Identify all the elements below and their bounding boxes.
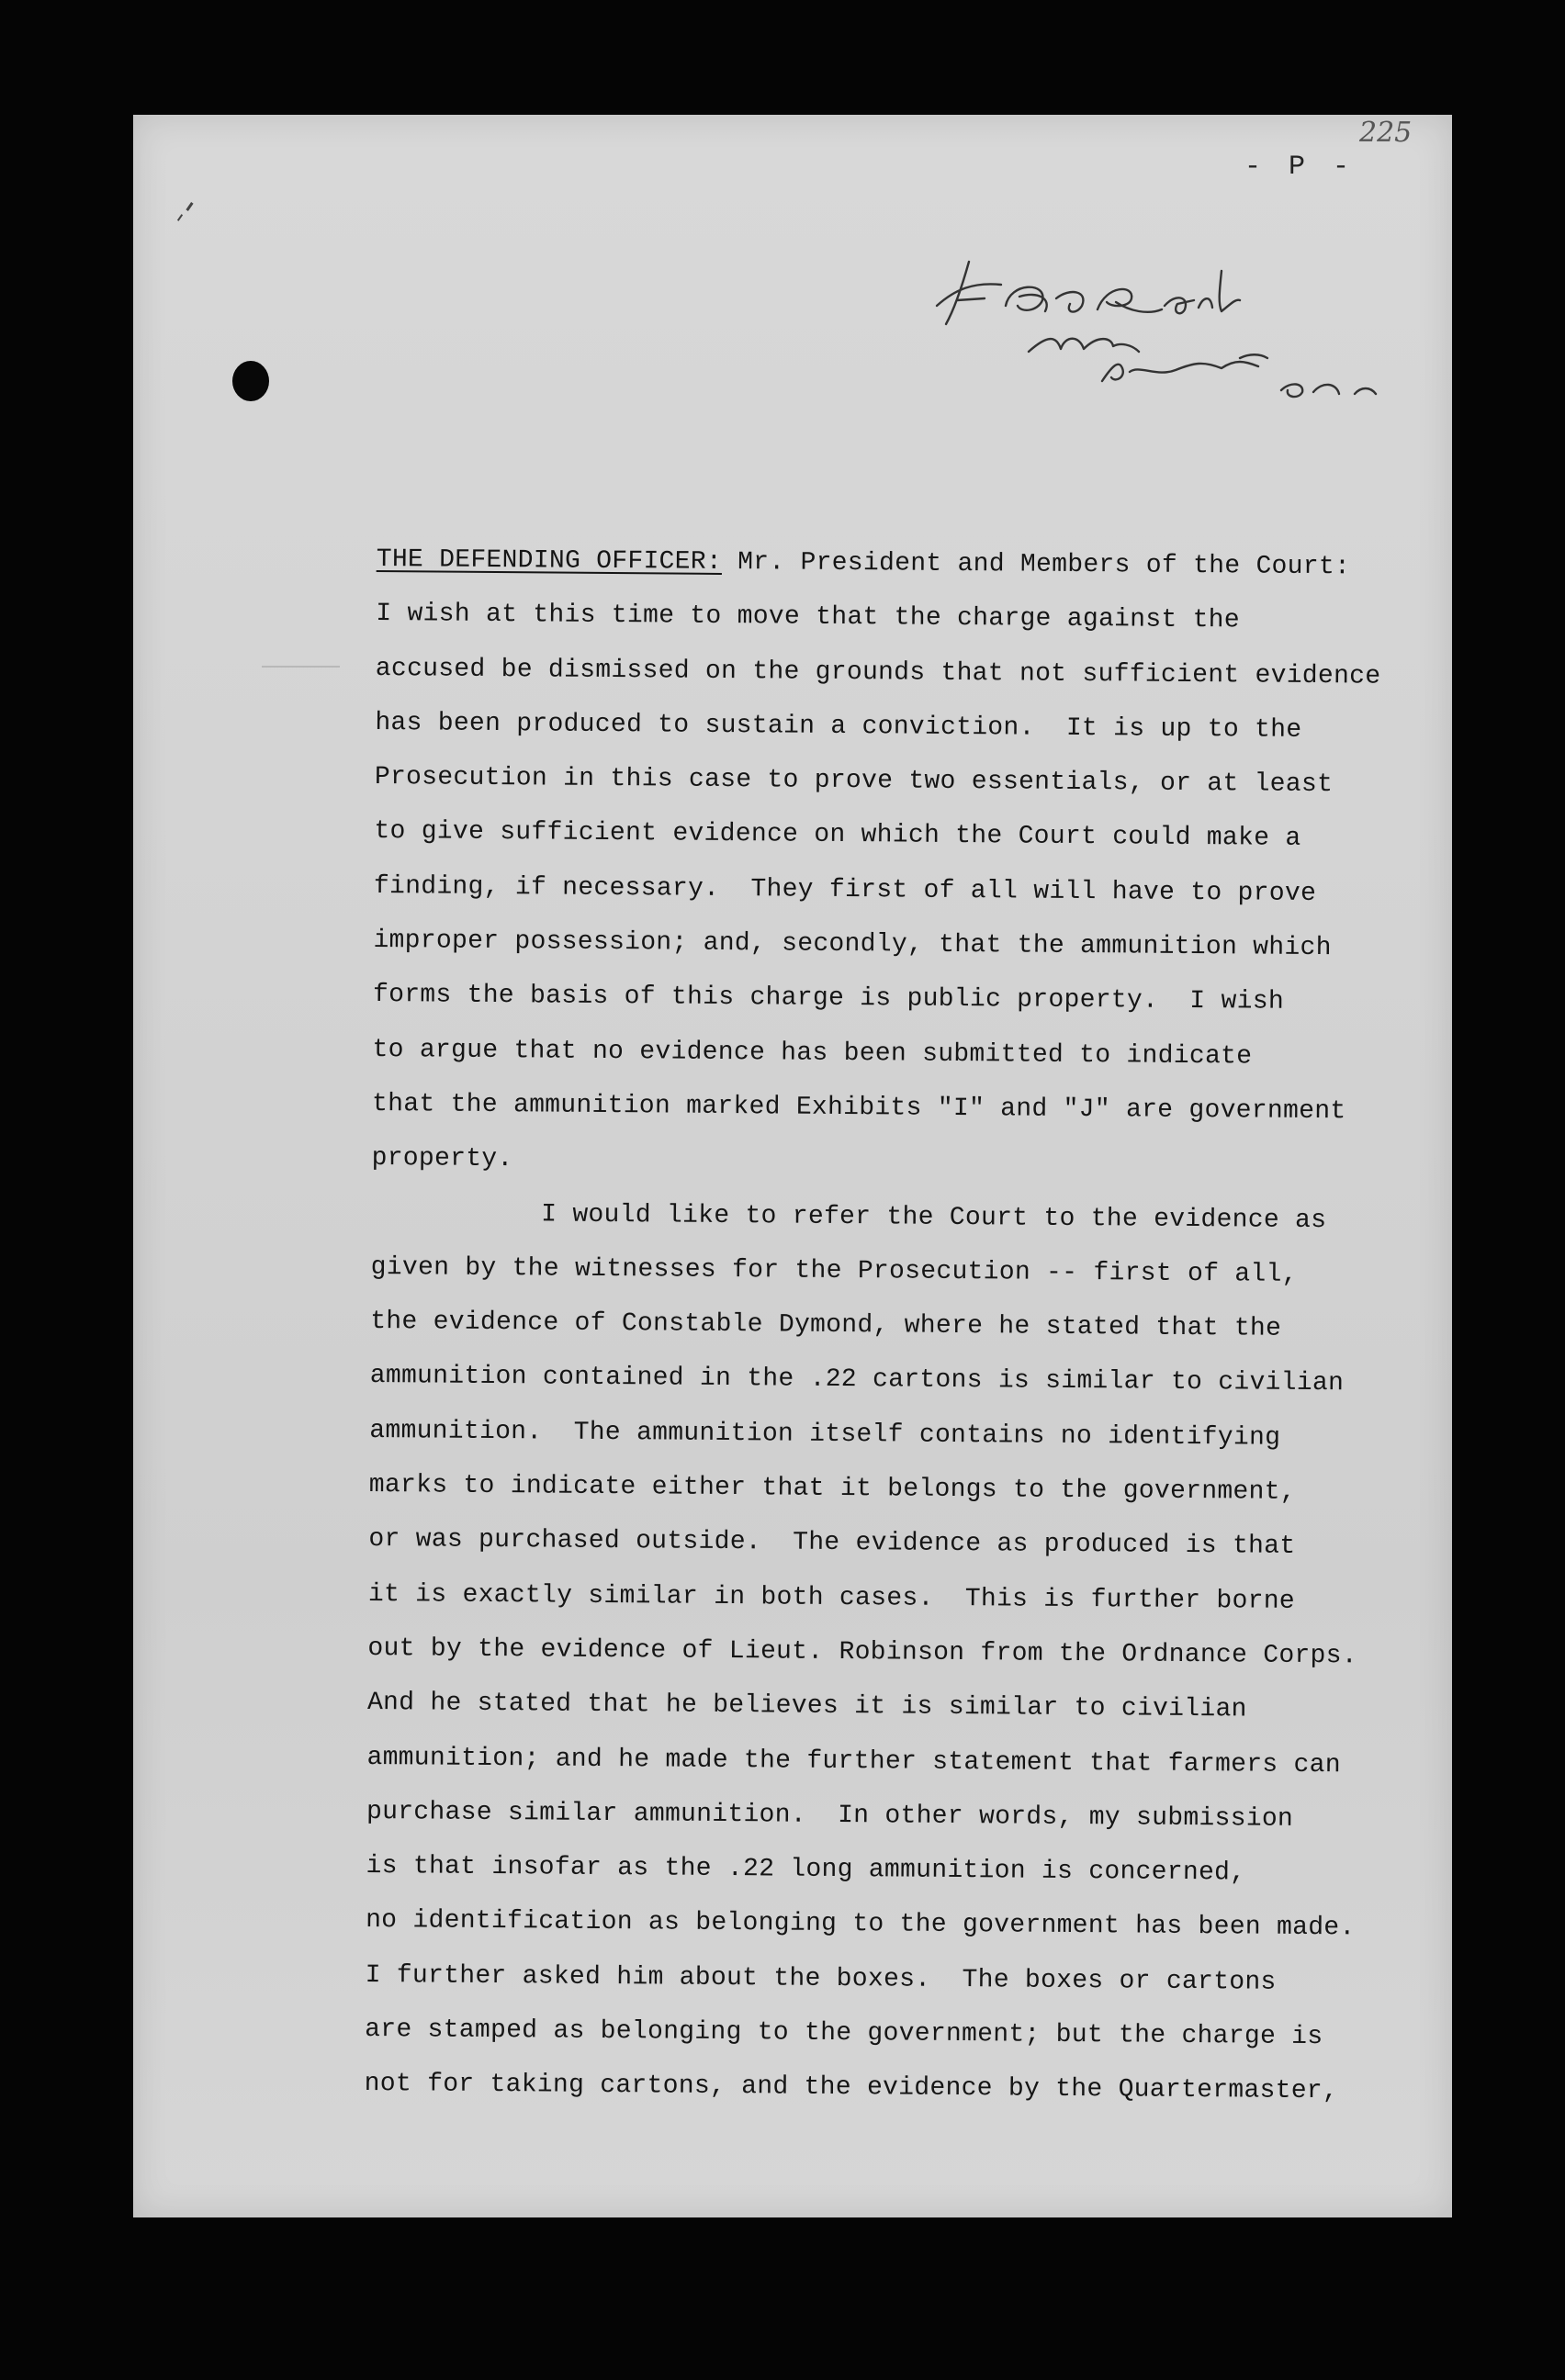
speaker-address: Mr. President and Members of the Court: — [721, 547, 1351, 582]
paragraph-start: I would like to refer the Court to the evidence as — [541, 1199, 1327, 1235]
speaker-label: THE DEFENDING OFFICER: — [376, 544, 723, 577]
text-line: ammunition contained in the .22 cartons is similar to civilian — [369, 1362, 1345, 1398]
text-line: out by the evidence of Lieut. Robinson from the Ordnance Corps. — [367, 1633, 1358, 1671]
text-line: Prosecution in this case to prove two essentials, or at least — [374, 763, 1334, 800]
text-line: marks to indicate either that it belongs to the government, — [368, 1471, 1297, 1507]
text-line: given by the witnesses for the Prosecution -- first of all, — [370, 1252, 1298, 1289]
page-marker: - P - — [1244, 152, 1356, 183]
text-line: property. — [371, 1144, 513, 1174]
text-line: accused be dismissed on the grounds that not sufficient evidence — [375, 654, 1381, 691]
text-line: not for taking cartons, and the evidence by the Quartermaster, — [364, 2070, 1339, 2106]
text-line — [377, 533, 1433, 595]
margin-mark — [262, 666, 340, 668]
text-line: I further asked him about the boxes. The boxes or cartons — [365, 1960, 1277, 1997]
text-line: to argue that no evidence has been submitted to indicate — [372, 1035, 1253, 1072]
text-line: improper possession; and, secondly, that the ammunition which — [373, 926, 1332, 963]
text-line: forms the basis of this charge is public property. I wish — [372, 981, 1285, 1017]
text-line: the evidence of Constable Dymond, where he stated that the — [370, 1308, 1282, 1343]
text-line: And he stated that he believes it is similar to civilian — [366, 1689, 1247, 1724]
text-line: ammunition; and he made the further statement that farmers can — [366, 1743, 1341, 1779]
text-line: is that insofar as the .22 long ammunition is concerned, — [366, 1852, 1246, 1888]
text-line: I wish at this time to move that the charge against the — [376, 600, 1241, 635]
text-line: ammunition. The ammunition itself contains no identifying — [369, 1416, 1281, 1453]
text-line: has been produced to sustain a conviction. It is up to the — [375, 708, 1302, 745]
text-line: purchase similar ammunition. In other words, my submission — [366, 1797, 1294, 1834]
text-line: it is exactly similar in both cases. This is further borne — [367, 1579, 1296, 1616]
text-line: that the ammunition marked Exhibits "I" and "J" are government — [371, 1089, 1346, 1127]
margin-speck — [186, 202, 193, 211]
handwritten-signature — [918, 197, 1451, 409]
text-line: finding, if necessary. They first of all will have to prove — [373, 871, 1317, 908]
text-line: or was purchased outside. The evidence as produced is that — [368, 1525, 1296, 1562]
punch-hole — [232, 361, 269, 401]
pencil-page-number: 225 — [1359, 117, 1413, 149]
typed-body-text — [364, 533, 1432, 2120]
text-line: are stamped as belonging to the government; but the charge is — [365, 2015, 1323, 2052]
text-line: to give sufficient evidence on which the Court could make a — [374, 817, 1301, 854]
document-page — [133, 115, 1452, 2217]
text-line: no identification as belonging to the government has been made. — [366, 1906, 1356, 1943]
margin-speck — [177, 214, 183, 221]
